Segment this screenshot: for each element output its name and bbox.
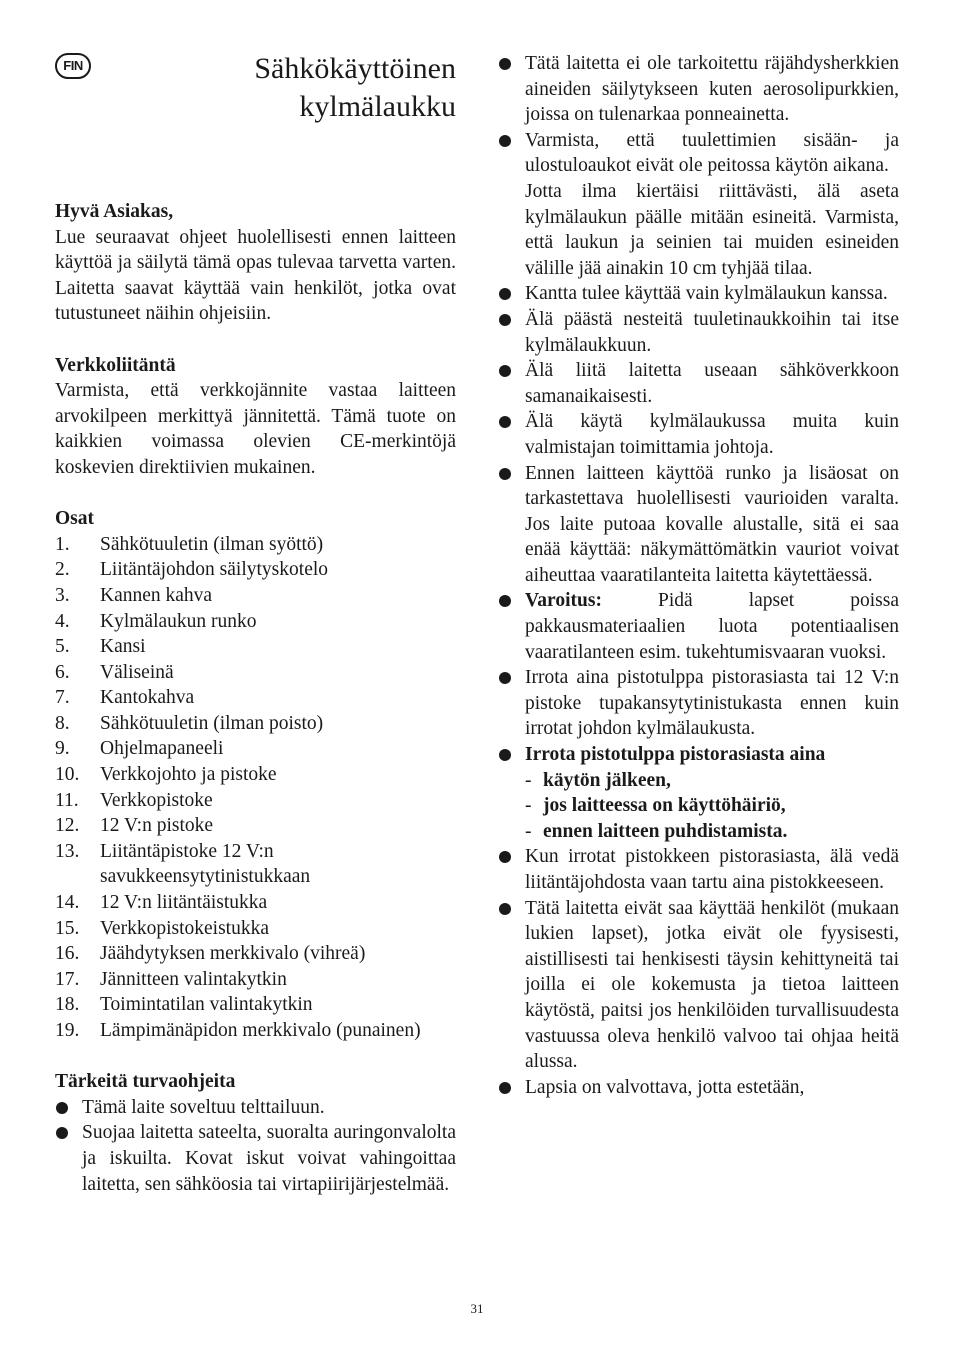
safety-item: Kun irrotat pistokkeen pistorasiasta, älä vedä liitäntäjohdosta vaan tartu aina pistokkeeseen. [498,844,899,895]
parts-list-item [55,890,456,916]
part-number: 7. [55,687,70,709]
part-label: Ohjelmapaneeli [100,738,224,760]
parts-list-item [55,967,456,993]
part-label: Verkkopistoke [100,789,213,811]
safety-item [498,128,899,282]
parts-section [55,506,456,1043]
title-line-1: Sähkökäyttöinen [254,52,456,85]
parts-list-item [55,992,456,1018]
safety-item: Älä käytä kylmälaukussa muita kuin valmistajan toimittamia johtoja. [498,409,899,460]
parts-list-item [55,916,456,942]
safety-item: Tätä laitetta eivät saa käyttää henkilöt (mukaan lukien lapset), jotka eivät ole fyysisesti, aistillisesti tai henkisesti täysin kehittyneitä tai joilla ei ole kokemusta ja tietoa laitteen käytöstä, paitsi jos henkilöiden turvallisuudesta vastuussa oleva henkilö valvoo tai ohjaa heitä alussa. [498,896,899,1075]
greeting-heading: Hyvä Asiakas, [55,201,174,222]
dash-marker: - [525,769,532,791]
part-label: Jännitteen valintakytkin [100,968,287,990]
unplug-subitem [525,768,899,794]
warning-label: Varoitus: [525,590,602,612]
part-label: 12 V:n liitäntäistukka [100,892,268,914]
greeting-body: Lue seuraavat ohjeet huolellisesti ennen laitteen käyttöä ja säilytä tämä opas tulevaa tarvetta varten. Laitetta saavat käyttää vain henkilöt, jotka ovat tutustuneet näihin ohjeisiin. [55,226,456,325]
safety-item: Suojaa laitetta sateelta, suoralta auringonvalolta ja iskuilta. Kovat iskut voivat vahingoittaa laitetta, sen sähköosia tai virtapiirijärjestelmää. [55,1120,456,1197]
part-label: Liitäntäpistoke 12 V:n savukkeensytytinistukkaan [100,840,311,888]
parts-heading: Osat [55,508,94,530]
safety-item: Lapsia on valvottava, jotta estetään, [498,1075,899,1101]
unplug-heading: Irrota pistotulppa pistorasiasta aina [525,744,826,766]
dash-marker: - [525,795,532,817]
part-number: 19. [55,1020,80,1041]
parts-list-item [55,557,456,583]
part-label: Toimintatilan valintakytkin [100,994,313,1016]
title-line-2: kylmälaukku [299,90,456,123]
part-label: Kansi [100,636,146,658]
safety-item: Älä päästä nesteitä tuuletinaukkoihin tai itse kylmälaukkuun. [498,307,899,358]
safety-item-unplug [498,742,899,844]
part-number: 16. [55,943,80,965]
safety-item: Tätä laitetta ei ole tarkoitettu räjähdysherkkien aineiden säilytykseen kuten aerosolipurkkien, joissa on tulenarkaa ponneainetta. [498,51,899,128]
parts-list-item [55,685,456,711]
unplug-subitem-text: käytön jälkeen, [543,769,671,791]
safety-item: Irrota aina pistotulppa pistorasiasta tai 12 V:n pistoke tupakansytytinistukasta ennen kuin irrotat johdon kylmälaukusta. [498,665,899,742]
warning-text: Pidä lapset poissa pakkausmateriaalien luota potentiaalisen vaaratilanteen esim. tukehtumisvaaran vuoksi. [525,590,900,663]
part-number: 10. [55,764,80,786]
safety-list-left [55,1095,456,1197]
part-label: Sähkötuuletin (ilman syöttö) [100,533,324,555]
part-number: 1. [55,533,70,555]
page-title [120,50,456,126]
parts-list-item [55,788,456,814]
part-number: 17. [55,968,80,990]
language-badge: FIN [55,53,91,79]
dash-marker: - [525,820,532,842]
parts-list-item [55,532,456,558]
part-label: Liitäntäjohdon säilytyskotelo [100,559,329,581]
part-number: 5. [55,636,70,658]
parts-list-item [55,1018,456,1044]
part-number: 13. [55,840,80,862]
page-number: 31 [470,1301,484,1316]
part-label: Jäähdytyksen merkkivalo (vihreä) [100,943,366,965]
parts-list [55,532,456,1044]
power-section [55,353,456,481]
parts-list-item [55,711,456,737]
part-number: 6. [55,661,70,683]
part-number: 11. [55,789,79,811]
part-label: Kylmälaukun runko [100,610,257,632]
unplug-subitem-text: jos laitteessa on käyttöhäiriö, [543,795,786,817]
part-label: Kannen kahva [100,584,213,606]
unplug-subitem [525,793,899,819]
safety-item: Tämä laite soveltuu telttailuun. [55,1095,456,1121]
safety-item: Ennen laitteen käyttöä runko ja lisäosat on tarkastettava huolellisesti vaurioiden varalta. Jos laite putoaa kovalle alustalle, sitä ei saa enää käyttää: näkymättömätkin vauriot voivat aiheuttaa vaaratilanteita laitetta käytettäessä. [498,461,899,589]
safety-item-paragraph: Varmista, että tuulettimien sisään- ja ulostuloaukot eivät ole peitossa käytön aikana. [525,129,899,177]
safety-item-paragraph: Jotta ilma kiertäisi riittävästi, älä aseta kylmälaukun päälle mitään esineitä. Varmista, että laukun ja seinien tai muiden esineiden välille jää ainakin 10 cm tyhjää tilaa. [525,180,899,279]
power-heading: Verkkoliitäntä [55,354,176,376]
part-label: Lämpimänäpidon merkkivalo (punainen) [100,1020,421,1041]
part-label: Verkkopistokeistukka [100,917,269,939]
part-number: 8. [55,712,70,734]
safety-list-right [498,51,899,1100]
part-number: 12. [55,815,80,837]
parts-list-item [55,941,456,967]
part-number: 3. [55,584,70,606]
part-number: 4. [55,610,70,632]
parts-list-item [55,660,456,686]
safety-item: Älä liitä laitetta useaan sähköverkkoon samanaikaisesti. [498,358,899,409]
left-column [55,199,456,1197]
right-column [498,51,899,1100]
part-label: Kantokahva [100,687,195,709]
safety-item-warning [498,588,899,665]
unplug-subitem [525,819,899,845]
unplug-subitem-text: ennen laitteen puhdistamista. [543,820,788,842]
part-number: 18. [55,994,80,1016]
parts-list-item [55,762,456,788]
part-number: 2. [55,559,70,581]
parts-list-item [55,813,456,839]
part-label: 12 V:n pistoke [100,815,214,837]
part-number: 14. [55,892,80,914]
parts-list-item [55,736,456,762]
parts-list-item [55,634,456,660]
parts-list-item [55,839,456,890]
part-label: Väliseinä [100,661,174,683]
part-number: 15. [55,917,80,939]
parts-list-item [55,609,456,635]
parts-list-item [55,583,456,609]
part-number: 9. [55,738,70,760]
safety-heading: Tärkeitä turvaohjeita [55,1071,236,1093]
safety-item: Kantta tulee käyttää vain kylmälaukun kanssa. [498,281,899,307]
greeting-section [55,199,456,327]
part-label: Sähkötuuletin (ilman poisto) [100,712,324,734]
safety-section [55,1069,456,1197]
part-label: Verkkojohto ja pistoke [100,764,277,786]
power-body: Varmista, että verkkojännite vastaa laitteen arvokilpeen merkittyä jännitettä. Tämä tuote on kaikkien voimassa olevien CE-merkintöjä koskevien direktiivien mukainen. [55,380,456,478]
